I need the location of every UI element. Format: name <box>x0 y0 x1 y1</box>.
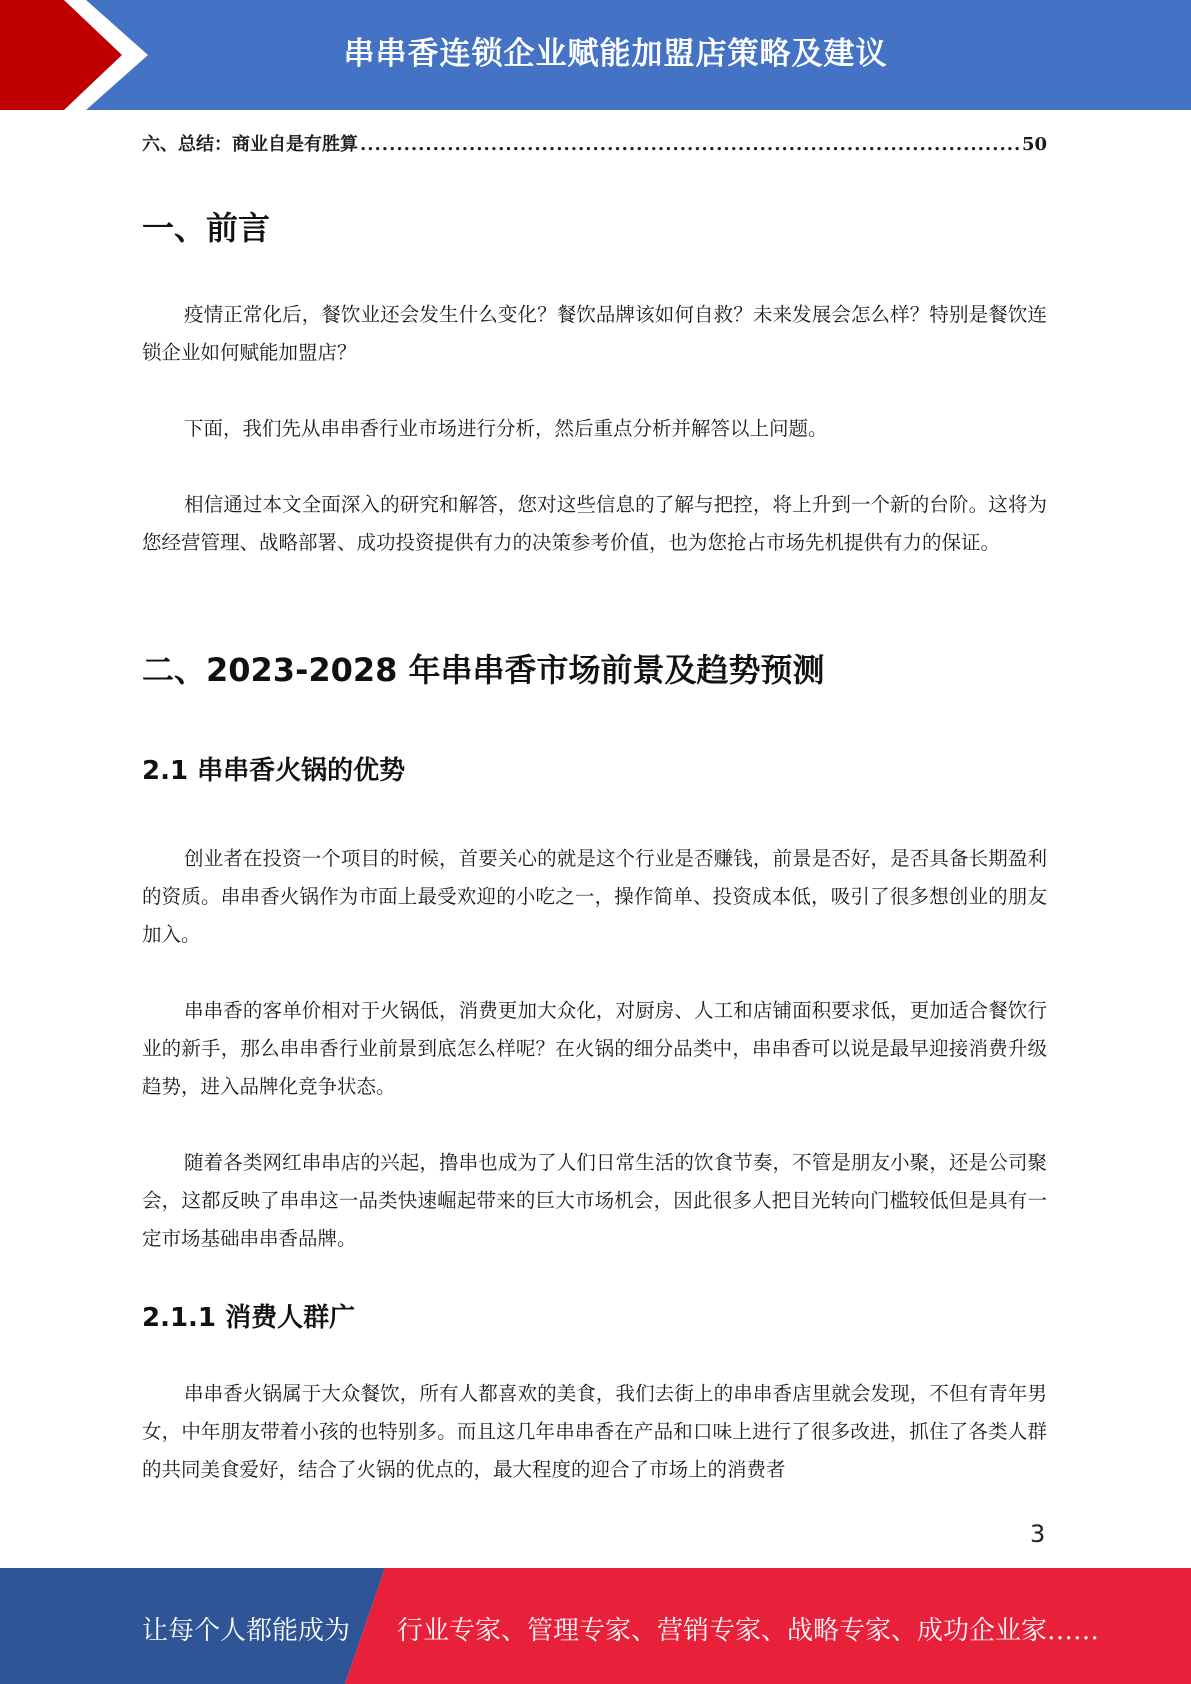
header-band <box>0 0 1191 110</box>
paragraph: 下面，我们先从串串香行业市场进行分析，然后重点分析并解答以上问题。 <box>184 417 828 440</box>
paragraph: 随着各类网红串串店的兴起，撸串也成为了人们日常生活的饮食节奏，不管是朋友小聚，还是公司聚会，这都反映了串串这一品类快速崛起带来的巨大市场机会，因此很多人把目光转向门槛较低但是具有一定市场基础串串香品牌。 <box>142 1151 1047 1250</box>
footer-band <box>0 1568 1191 1684</box>
section-heading-forecast: 二、2023-2028 年串串香市场前景及趋势预测 <box>142 651 825 689</box>
paragraph: 串串香火锅属于大众餐饮，所有人都喜欢的美食，我们去街上的串串香店里就会发现，不但有青年男女，中年朋友带着小孩的也特别多。而且这几年串串香在产品和口味上进行了很多改进，抓住了各类人群的共同美食爱好，结合了火锅的优点的，最大程度的迎合了市场上的消费者 <box>142 1382 1047 1481</box>
paragraph: 创业者在投资一个项目的时候，首要关心的就是这个行业是否赚钱，前景是否好，是否具备长期盈利的资质。串串香火锅作为市面上最受欢迎的小吃之一，操作简单、投资成本低，吸引了很多想创业的朋友加入。 <box>142 847 1047 946</box>
toc-leader-dots <box>360 134 1020 155</box>
footer-slogan-right: 行业专家、管理专家、营销专家、战略专家、成功企业家…… <box>397 1616 1100 1646</box>
footer-slogan-left: 让每个人都能成为 <box>142 1616 351 1646</box>
page-number: 3 <box>1030 1520 1046 1548</box>
section-heading-preface: 一、前言 <box>142 209 271 247</box>
subsection-heading-advantages: 2.1 串串香火锅的优势 <box>142 756 406 786</box>
paragraph: 相信通过本文全面深入的研究和解答，您对这些信息的了解与把控，将上升到一个新的台阶。这将为您经营管理、战略部署、成功投资提供有力的决策参考价值，也为您抢占市场先机提供有力的保证。 <box>142 493 1047 554</box>
subsection-heading-consumers: 2.1.1 消费人群广 <box>142 1303 356 1333</box>
toc-entry[interactable] <box>142 130 1047 156</box>
paragraph: 串串香的客单价相对于火锅低，消费更加大众化，对厨房、人工和店铺面积要求低，更加适合餐饮行业的新手，那么串串香行业前景到底怎么样呢？在火锅的细分品类中，串串香可以说是最早迎接消费升级趋势，进入品牌化竞争状态。 <box>142 999 1047 1098</box>
document-title: 串串香连锁企业赋能加盟店策略及建议 <box>343 36 888 72</box>
toc-entry-label: 六、总结：商业自是有胜算 <box>142 134 358 155</box>
paragraph: 疫情正常化后，餐饮业还会发生什么变化？餐饮品牌该如何自救？未来发展会怎么样？特别是餐饮连锁企业如何赋能加盟店？ <box>142 303 1047 364</box>
toc-entry-page: 50 <box>1021 134 1047 155</box>
